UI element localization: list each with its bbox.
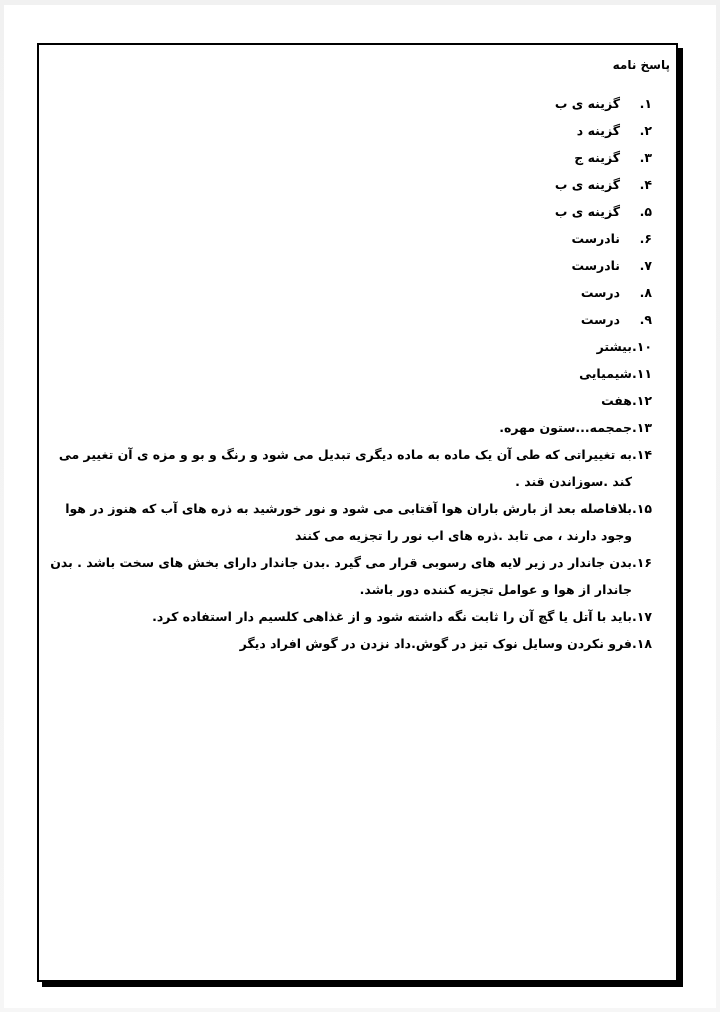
answer-number: ۲. bbox=[639, 123, 652, 138]
answer-list bbox=[42, 90, 652, 657]
answer-number: ۴. bbox=[639, 177, 652, 192]
answer-number: ۱۷. bbox=[631, 609, 652, 624]
answer-number: ۱۵. bbox=[631, 501, 652, 516]
answer-number: ۹. bbox=[639, 312, 652, 327]
answer-item-14 bbox=[42, 441, 652, 495]
answer-text: گزینه ی ب bbox=[554, 177, 620, 192]
answer-item-13 bbox=[42, 414, 652, 441]
answer-text: باید با آتل یا گچ آن را ثابت نگه داشته شود و از غذاهی کلسیم دار استفاده کرد. bbox=[152, 609, 632, 624]
answer-number: ۵. bbox=[639, 204, 652, 219]
answer-text: نادرست bbox=[571, 258, 620, 273]
answer-item-12 bbox=[42, 387, 652, 414]
answer-number: ۳. bbox=[639, 150, 652, 165]
answer-number: ۱۸. bbox=[631, 636, 652, 651]
answer-text: بیشتر bbox=[596, 339, 632, 354]
answer-item-18 bbox=[42, 630, 652, 657]
answer-number: ۱۲. bbox=[631, 393, 652, 408]
answer-item-4 bbox=[42, 171, 652, 198]
answer-item-9 bbox=[42, 306, 652, 333]
answer-item-8 bbox=[42, 279, 652, 306]
answer-text: گزینه ی ب bbox=[554, 204, 620, 219]
answer-text: فرو نکردن وسایل نوک تیز در گوش.داد نزدن در گوش افراد دیگر bbox=[239, 636, 632, 651]
answer-item-11 bbox=[42, 360, 652, 387]
answer-number: ۱. bbox=[639, 96, 652, 111]
answer-item-2 bbox=[42, 117, 652, 144]
answer-text: درست bbox=[580, 312, 620, 327]
answer-number: ۸. bbox=[639, 285, 652, 300]
answer-text: شیمیایی bbox=[579, 366, 632, 381]
answer-text: هفت bbox=[601, 393, 632, 408]
answer-number: ۷. bbox=[639, 258, 652, 273]
answer-number: ۱۱. bbox=[631, 366, 652, 381]
answer-item-16 bbox=[42, 549, 652, 603]
answer-item-15 bbox=[42, 495, 652, 549]
answer-text: درست bbox=[580, 285, 620, 300]
answer-number: ۱۶. bbox=[631, 555, 652, 570]
answer-item-6 bbox=[42, 225, 652, 252]
answer-item-3 bbox=[42, 144, 652, 171]
answer-item-10 bbox=[42, 333, 652, 360]
answer-number: ۱۰. bbox=[631, 339, 652, 354]
answer-text: جمجمه...ستون مهره. bbox=[499, 420, 632, 435]
page-title: پاسخ نامه bbox=[612, 58, 670, 72]
answer-number: ۱۳. bbox=[631, 420, 652, 435]
answer-item-1 bbox=[42, 90, 652, 117]
answer-text: نادرست bbox=[571, 231, 620, 246]
answer-item-17 bbox=[42, 603, 652, 630]
answer-text: بلافاصله بعد از بارش باران هوا آفتابی می شود و نور خورشید به ذره های آب که هنوز در هوا وجود دارند ، می تابد .ذره های اب نور را تجزیه می کنند bbox=[65, 501, 632, 543]
answer-item-5 bbox=[42, 198, 652, 225]
answer-text: گزینه د bbox=[576, 123, 620, 138]
answer-text: بدن جاندار در زیر لایه های رسوبی قرار می گیرد .بدن جاندار دارای بخش های سخت باشد . بدن جاندار از هوا و عوامل تجزیه کننده دور باشد. bbox=[50, 555, 632, 597]
answer-text: به تغییراتی که طی آن یک ماده به ماده دیگری تبدیل می شود و رنگ و بو و مزه ی آن تغییر می کند .سوزاندن قند . bbox=[58, 447, 632, 489]
answer-number: ۶. bbox=[639, 231, 652, 246]
answer-item-7 bbox=[42, 252, 652, 279]
answer-text: گزینه ج bbox=[574, 150, 620, 165]
answer-number: ۱۴. bbox=[631, 447, 652, 462]
answer-text: گزینه ی ب bbox=[554, 96, 620, 111]
